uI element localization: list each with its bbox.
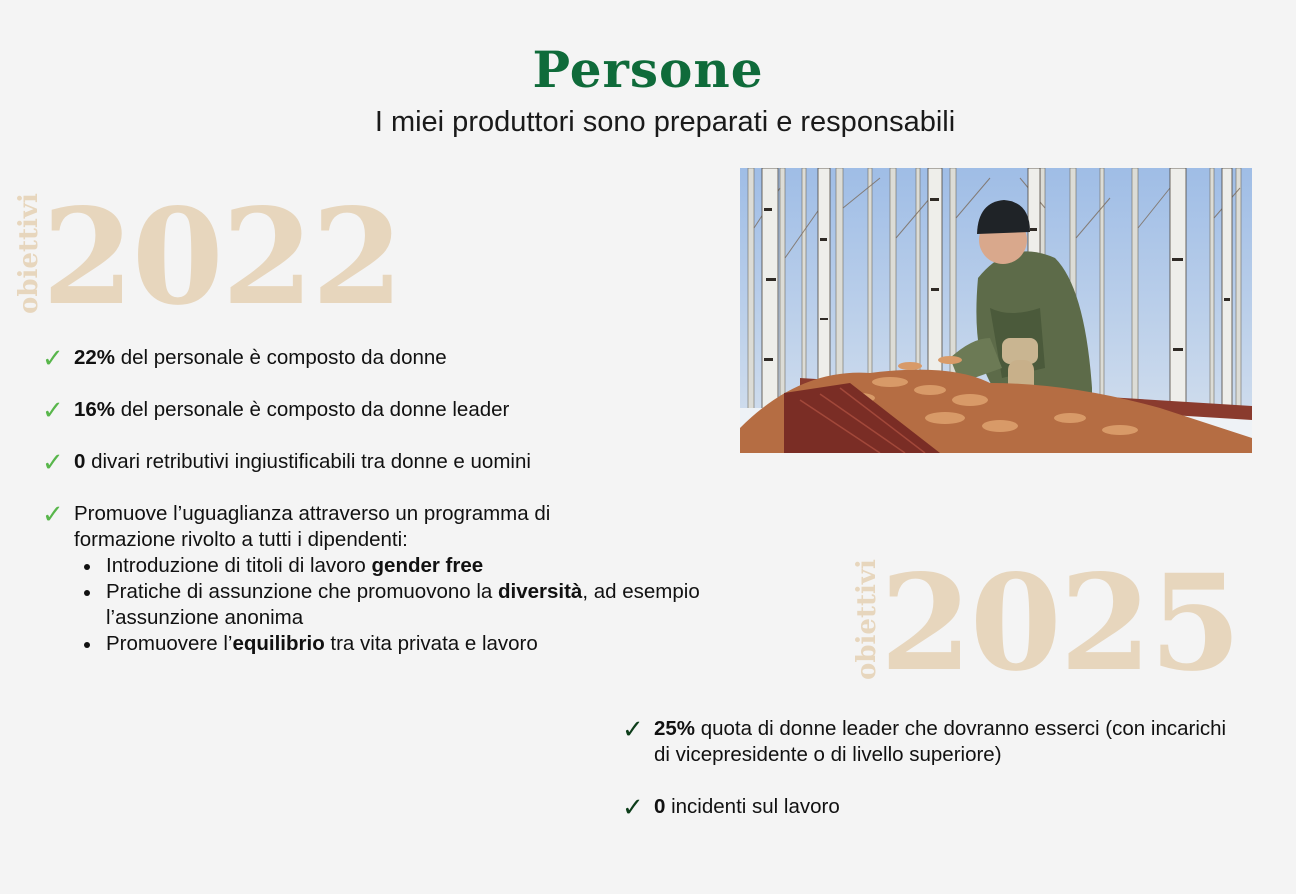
sub-text: Pratiche di assunzione che promuovono la bbox=[106, 580, 499, 603]
sub-list bbox=[74, 553, 716, 657]
goal-text: incidenti sul lavoro bbox=[665, 795, 840, 818]
year-2025-number: 2025 bbox=[880, 546, 1240, 701]
goals-2025-list bbox=[622, 716, 1242, 820]
goal-item bbox=[42, 397, 692, 423]
goal-text: Promuove l’uguaglianza attraverso un programma di formazione rivolto a tutti i dipendenti: bbox=[74, 502, 551, 551]
goal-item bbox=[622, 794, 1242, 820]
worker-photo-illustration bbox=[740, 168, 1252, 453]
sub-text: Introduzione di titoli di lavoro bbox=[106, 554, 372, 577]
goal-value: 0 bbox=[74, 450, 86, 473]
sub-bold: equilibrio bbox=[232, 632, 325, 655]
year-2022-label: obiettivi bbox=[14, 193, 44, 314]
goal-item bbox=[42, 449, 692, 475]
page-subtitle: I miei produttori sono preparati e responsabili bbox=[374, 106, 956, 138]
sub-bold: gender free bbox=[371, 554, 484, 577]
goal-value: 25% bbox=[654, 717, 696, 740]
sub-text: tra vita privata e lavoro bbox=[324, 632, 538, 655]
goal-value: 16% bbox=[74, 398, 116, 421]
check-icon: ✓ bbox=[42, 395, 64, 425]
check-icon: ✓ bbox=[622, 792, 644, 822]
sub-list-item bbox=[106, 631, 716, 657]
check-icon: ✓ bbox=[42, 343, 64, 373]
worker-photo bbox=[740, 168, 1252, 453]
check-icon: ✓ bbox=[42, 499, 64, 529]
goal-text: del personale è composto da donne bbox=[115, 346, 447, 369]
sub-text: Promuovere l’ bbox=[106, 632, 233, 655]
sub-list-item bbox=[106, 579, 716, 631]
goal-value: 0 bbox=[654, 795, 666, 818]
year-2022-number: 2022 bbox=[42, 180, 402, 335]
goals-2022-list bbox=[42, 343, 700, 657]
goal-item bbox=[42, 499, 700, 657]
goal-value: 22% bbox=[74, 346, 116, 369]
year-2025-label: obiettivi bbox=[852, 559, 882, 680]
goal-text: divari retributivi ingiustificabili tra donne e uomini bbox=[85, 450, 531, 473]
page-title: Persone bbox=[532, 40, 764, 99]
goal-item bbox=[622, 716, 1242, 768]
goal-text: quota di donne leader che dovranno esserci (con incarichi di vicepresidente o di livello superiore) bbox=[654, 717, 1227, 766]
sub-text: , ad esempio l’assunzione anonima bbox=[106, 580, 700, 629]
goal-text: del personale è composto da donne leader bbox=[115, 398, 510, 421]
goal-item bbox=[42, 345, 692, 371]
sub-bold: diversità bbox=[498, 580, 583, 603]
check-icon: ✓ bbox=[42, 447, 64, 477]
sub-list-item bbox=[106, 553, 716, 579]
check-icon: ✓ bbox=[622, 714, 644, 744]
